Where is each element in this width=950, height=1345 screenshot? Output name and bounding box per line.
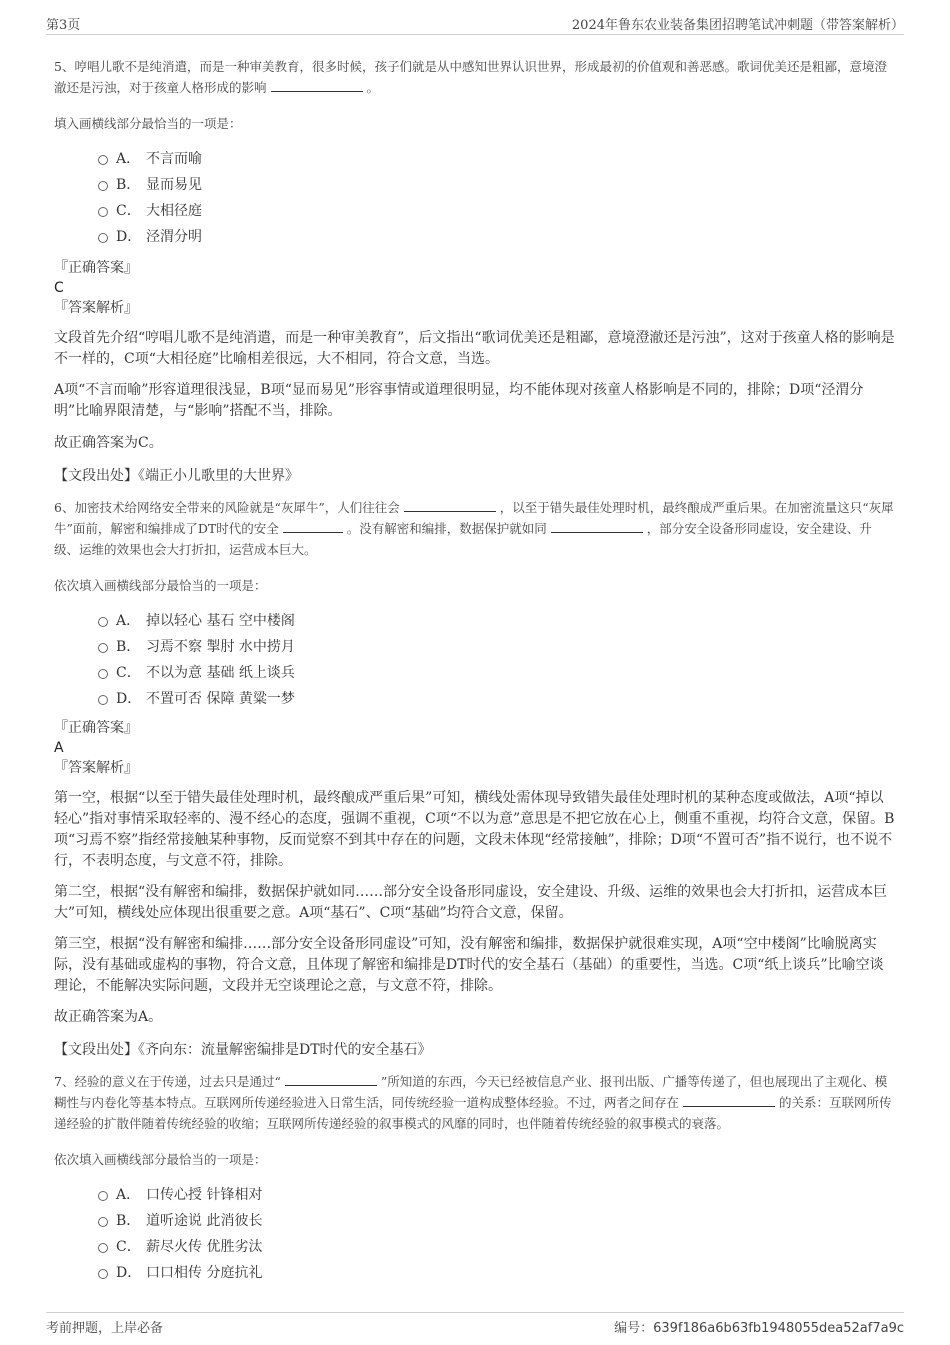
analysis-paragraph: 第三空，根据“没有解密和编排……部分安全设备形同虚设”可知，没有解密和编排，数据保护就很难实现，A项“空中楼阁”比喻脱离实际，没有基础或虚构的事物，符合文意，且体现了解密和编排是DT时代的安全基石（基础）的重要性，当选。C项“纸上谈兵”比喻空谈理论，不能解决实际问题，文段并无空谈理论之意，与文意不符，排除。 [54,936,884,994]
radio-button[interactable] [98,207,108,217]
source-citation: 【文段出处】《端正小儿歌里的大世界》 [54,468,299,484]
option-b[interactable]: B． 习焉不察 掣肘 水中捞月 [54,634,896,660]
radio-button[interactable] [98,1191,108,1201]
question-7-stem: 7、经验的意义在于传递，过去只是通过“ ”所知道的东西，今天已经被信息产业、报刊出版、广播等传递了，但也展现出了主观化、模糊性与内卷化等基本特点。互联网所传递经验进入日常生活，同传统经验一道构成整体经验。不过，两者之间存在 的关系：互联网所传递经验的扩散伴随着传统经验的收缩；互联网所传递经验的叙事模式的风靡的同时，也伴随着传统经验的叙事模式的衰落。 [54,1074,892,1131]
source-citation: 【文段出处】《齐向东：流量解密编排是DT时代的安全基石》 [54,1042,432,1058]
page-number: 第3页 [46,18,81,33]
analysis-paragraph: A项“不言而喻”形容道理很浅显，B项“显而易见”形容事情或道理很明显，均不能体现对孩童人格影响是不同的，排除；D项“泾渭分明”比喻界限清楚，与“影响”搭配不当，排除。 [54,382,864,419]
answer-label: 『正确答案』 [54,720,138,736]
correct-answer: A [54,740,64,756]
footer-slogan: 考前押题，上岸必备 [46,1321,164,1336]
document-code: 编号：639f186a6b63fb1948055dea52af7a9c [614,1321,904,1336]
page-footer [46,1312,904,1335]
analysis-paragraph: 第二空，根据“没有解密和编排，数据保护就如同……部分安全设备形同虚设，安全建设、升级、运维的效果也会大打折扣，运营成本巨大”可知，横线处应体现出很重要之意。A项“基石”、C项“基础”均符合文意，保留。 [54,884,888,921]
option-a[interactable]: A． 掉以轻心 基石 空中楼阁 [54,608,896,634]
question-5-options [54,146,896,250]
question-6-instruction: 依次填入画横线部分最恰当的一项是： [54,578,267,593]
option-d[interactable]: D． 不置可否 保障 黄粱一梦 [54,686,896,712]
option-c[interactable]: C． 大相径庭 [54,198,896,224]
radio-button[interactable] [98,181,108,191]
radio-button[interactable] [98,233,108,243]
option-c[interactable]: C． 不以为意 基础 纸上谈兵 [54,660,896,686]
radio-button[interactable] [98,643,108,653]
analysis-conclusion: 故正确答案为C。 [54,435,163,451]
option-d[interactable]: D． 口口相传 分庭抗礼 [54,1260,896,1286]
page-header [46,14,904,35]
answer-blank [283,520,343,533]
radio-button[interactable] [98,617,108,627]
answer-blank [285,1073,377,1086]
question-6-stem: 6、加密技术给网络安全带来的风险就是“灰犀牛”，人们往往会 ，以至于错失最佳处理时机，最终酿成严重后果。在加密流量这只“灰犀牛”面前，解密和编排成了DT时代的安全 。没有解密和编排，数据保护就如同 ，部分安全设备形同虚设，安全建设、升级、运维的效果也会大打折扣，运营成本巨大。 [54,500,894,557]
option-d[interactable]: D． 泾渭分明 [54,224,896,250]
option-a[interactable]: A． 口传心授 针锋相对 [54,1182,896,1208]
question-7-instruction: 依次填入画横线部分最恰当的一项是： [54,1152,267,1167]
answer-blank [271,79,363,92]
question-6-options [54,608,896,712]
correct-answer: C [54,280,64,296]
radio-button[interactable] [98,1243,108,1253]
option-b[interactable]: B． 道听途说 此消彼长 [54,1208,896,1234]
answer-blank [404,499,496,512]
answer-label: 『正确答案』 [54,260,138,276]
analysis-conclusion: 故正确答案为A。 [54,1009,163,1025]
radio-button[interactable] [98,1217,108,1227]
option-c[interactable]: C． 薪尽火传 优胜劣汰 [54,1234,896,1260]
question-5-stem: 5、哼唱儿歌不是纯消遣，而是一种审美教育，很多时候，孩子们就是从中感知世界认识世界，形成最初的价值观和善恶感。歌词优美还是粗鄙，意境澄澈还是污浊，对于孩童人格形成的影响 。 [54,59,887,95]
radio-button[interactable] [98,1269,108,1279]
radio-button[interactable] [98,695,108,705]
analysis-paragraph: 文段首先介绍“哼唱儿歌不是纯消遣，而是一种审美教育”，后文指出“歌词优美还是粗鄙，意境澄澈还是污浊”，这对于孩童人格的影响是不一样的，C项“大相径庭”比喻相差很远，大不相同，符合文意，当选。 [54,330,895,367]
analysis-label: 『答案解析』 [54,760,138,776]
answer-blank [551,520,643,533]
option-b[interactable]: B． 显而易见 [54,172,896,198]
answer-blank [683,1094,775,1107]
question-7-options [54,1182,896,1286]
question-5-instruction: 填入画横线部分最恰当的一项是： [54,116,242,131]
document-title: 2024年鲁东农业装备集团招聘笔试冲刺题（带答案解析） [571,18,904,33]
analysis-paragraph: 第一空，根据“以至于错失最佳处理时机，最终酿成严重后果”可知，横线处需体现导致错失最佳处理时机的某种态度或做法，A项“掉以轻心”指对事情采取轻率的、漫不经心的态度，强调不重视，C项“不以为意”意思是不把它放在心上，侧重不重视，均符合文意，保留。B项“习焉不察”指经常接触某种事物，反而觉察不到其中存在的问题，文段未体现“经常接触”，排除；D项“不置可否”指不说行，也不说不行，不表明态度，与文意不符，排除。 [54,790,895,869]
page-content [54,50,896,1286]
option-a[interactable]: A． 不言而喻 [54,146,896,172]
radio-button[interactable] [98,669,108,679]
radio-button[interactable] [98,155,108,165]
analysis-label: 『答案解析』 [54,300,138,316]
